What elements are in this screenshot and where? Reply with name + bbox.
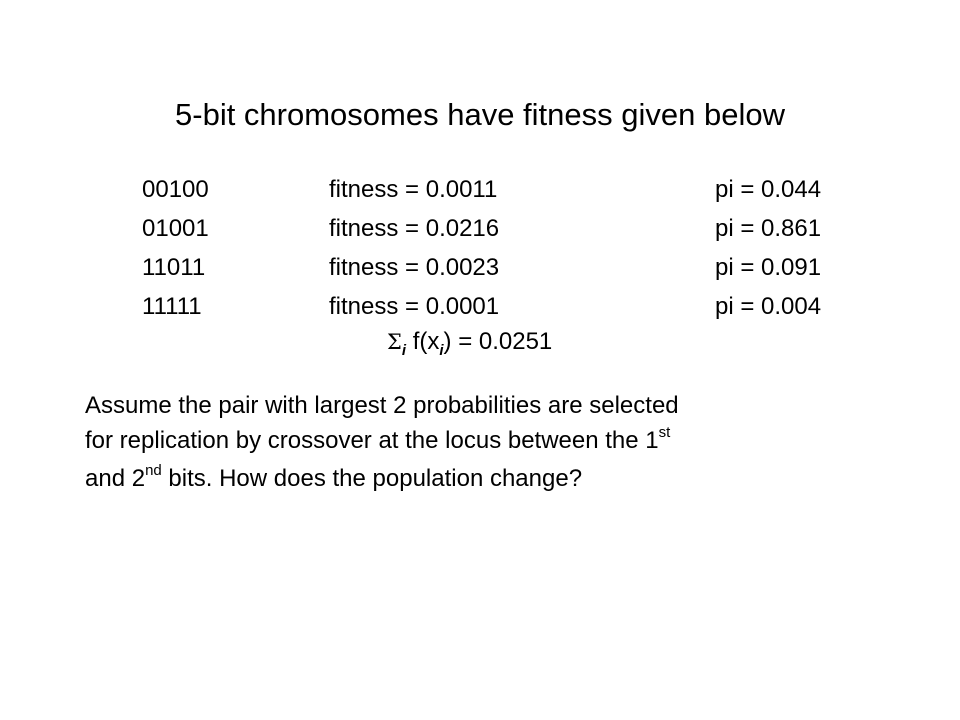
question-text [85, 388, 885, 499]
sum-value: ) = 0.0251 [443, 328, 553, 355]
question-line [85, 423, 885, 461]
chromosome-probability: pi = 0.091 [715, 254, 822, 281]
chromosome-bits: 00100 [142, 176, 209, 203]
chromosome-probability: pi = 0.044 [715, 176, 822, 203]
question-line: Assume the pair with largest 2 probabilities are selected [85, 392, 679, 419]
sigma-symbol: Σ [387, 330, 402, 354]
chromosome-probability: pi = 0.004 [715, 293, 822, 320]
chromosome-fitness: fitness = 0.0216 [329, 215, 500, 242]
chromosome-row [142, 209, 862, 248]
question-line-text: bits. How does the population change? [161, 465, 583, 492]
chromosome-table [142, 170, 862, 326]
chromosome-fitness: fitness = 0.0023 [329, 254, 500, 281]
question-line-text: and 2 [85, 465, 146, 492]
chromosome-fitness: fitness = 0.0011 [329, 176, 498, 203]
slide-title: 5-bit chromosomes have fitness given below [175, 97, 785, 132]
question-line [85, 461, 885, 499]
sum-index: i [401, 342, 407, 359]
chromosome-row [142, 248, 862, 287]
ordinal-suffix: st [658, 424, 671, 441]
question-line-text: for replication by crossover at the locus between the 1 [85, 427, 659, 454]
x-index: i [439, 342, 444, 359]
fitness-sum [387, 324, 552, 363]
ordinal-suffix: nd [145, 462, 162, 479]
chromosome-fitness: fitness = 0.0001 [329, 293, 500, 320]
chromosome-probability: pi = 0.861 [715, 215, 822, 242]
sum-function-open: f(x [406, 328, 440, 355]
chromosome-bits: 11111 [142, 293, 202, 320]
chromosome-bits: 11011 [142, 254, 206, 281]
chromosome-row [142, 287, 862, 326]
chromosome-bits: 01001 [142, 215, 209, 242]
chromosome-row [142, 170, 862, 209]
